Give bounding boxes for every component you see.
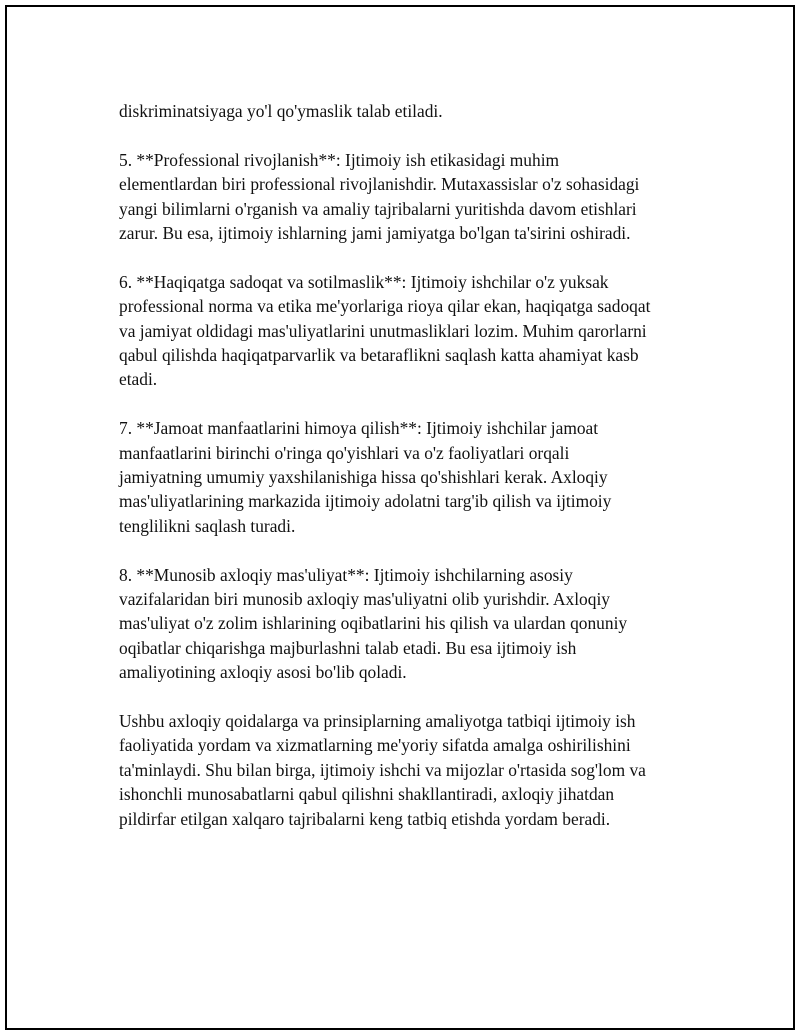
- text-line: faoliyatida yordam va xizmatlarning me'yoriy sifatda amalga oshirilishini: [119, 735, 631, 756]
- text-line: 5. **Professional rivojlanish**: Ijtimoiy ish etikasidagi muhim: [119, 149, 560, 170]
- text-line: tenglilikni saqlash turadi.: [119, 515, 296, 536]
- paragraph-item-7: [119, 416, 679, 538]
- paragraph-item-8: [119, 563, 679, 685]
- text-line: 8. **Munosib axloqiy mas'uliyat**: Ijtimoiy ishchilarning asosiy: [119, 564, 573, 585]
- text-line: jamiyatning umumiy yaxshilanishiga hissa qo'shishlari kerak. Axloqiy: [119, 467, 608, 488]
- text-line: manfaatlarini birinchi o'ringa qo'yishlari va o'z faoliyatlari orqali: [119, 442, 570, 463]
- document-body: [119, 99, 679, 856]
- text-line: amaliyotining axloqiy asosi bo'lib qoladi.: [119, 662, 407, 683]
- text-line: vazifalaridan biri munosib axloqiy mas'uliyatni olib yurishdir. Axloqiy: [119, 589, 610, 610]
- text-line: va jamiyat oldidagi mas'uliyatlarini unutmasliklari lozim. Muhim qarorlarni: [119, 320, 647, 341]
- text-line: 6. **Haqiqatga sadoqat va sotilmaslik**: Ijtimoiy ishchilar o'z yuksak: [119, 271, 609, 292]
- paragraph-conclusion: [119, 709, 679, 831]
- text-line: Ushbu axloqiy qoidalarga va prinsiplarning amaliyotga tatbiqi ijtimoiy ish: [119, 711, 636, 732]
- text-line: qabul qilishda haqiqatparvarlik va betaraflikni saqlash katta ahamiyat kasb: [119, 345, 639, 366]
- text-line: yangi bilimlarni o'rganish va amaliy tajribalarni yuritishda davom etishlari: [119, 198, 637, 219]
- paragraph-intro-continuation: [119, 99, 679, 123]
- text-line: oqibatlar chiqarishga majburlashni talab etadi. Bu esa ijtimoiy ish: [119, 637, 577, 658]
- text-line: professional norma va etika me'yorlariga rioya qilar ekan, haqiqatga sadoqat: [119, 296, 651, 317]
- text-line: diskriminatsiyaga yo'l qo'ymaslik talab etiladi.: [119, 101, 443, 121]
- text-line: pildirfar etilgan xalqaro tajribalarni keng tatbiq etishda yordam beradi.: [119, 808, 611, 829]
- text-line: zarur. Bu esa, ijtimoiy ishlarning jami jamiyatga bo'lgan ta'sirini oshiradi.: [119, 223, 631, 244]
- page-frame: [5, 5, 795, 1030]
- paragraph-item-6: [119, 270, 679, 392]
- text-line: etadi.: [119, 369, 158, 390]
- paragraph-item-5: [119, 148, 679, 246]
- text-line: ta'minlaydi. Shu bilan birga, ijtimoiy ishchi va mijozlar o'rtasida sog'lom va: [119, 759, 646, 780]
- text-line: ishonchli munosabatlarni qabul qilishni shakllantiradi, axloqiy jihatdan: [119, 784, 615, 805]
- text-line: mas'uliyatlarining markazida ijtimoiy adolatni targ'ib qilish va ijtimoiy: [119, 491, 612, 512]
- text-line: 7. **Jamoat manfaatlarini himoya qilish**: Ijtimoiy ishchilar jamoat: [119, 418, 599, 439]
- text-line: elementlardan biri professional rivojlanishdir. Mutaxassislar o'z sohasidagi: [119, 174, 640, 195]
- text-line: mas'uliyat o'z zolim ishlarining oqibatlarini his qilish va ulardan qonuniy: [119, 613, 628, 634]
